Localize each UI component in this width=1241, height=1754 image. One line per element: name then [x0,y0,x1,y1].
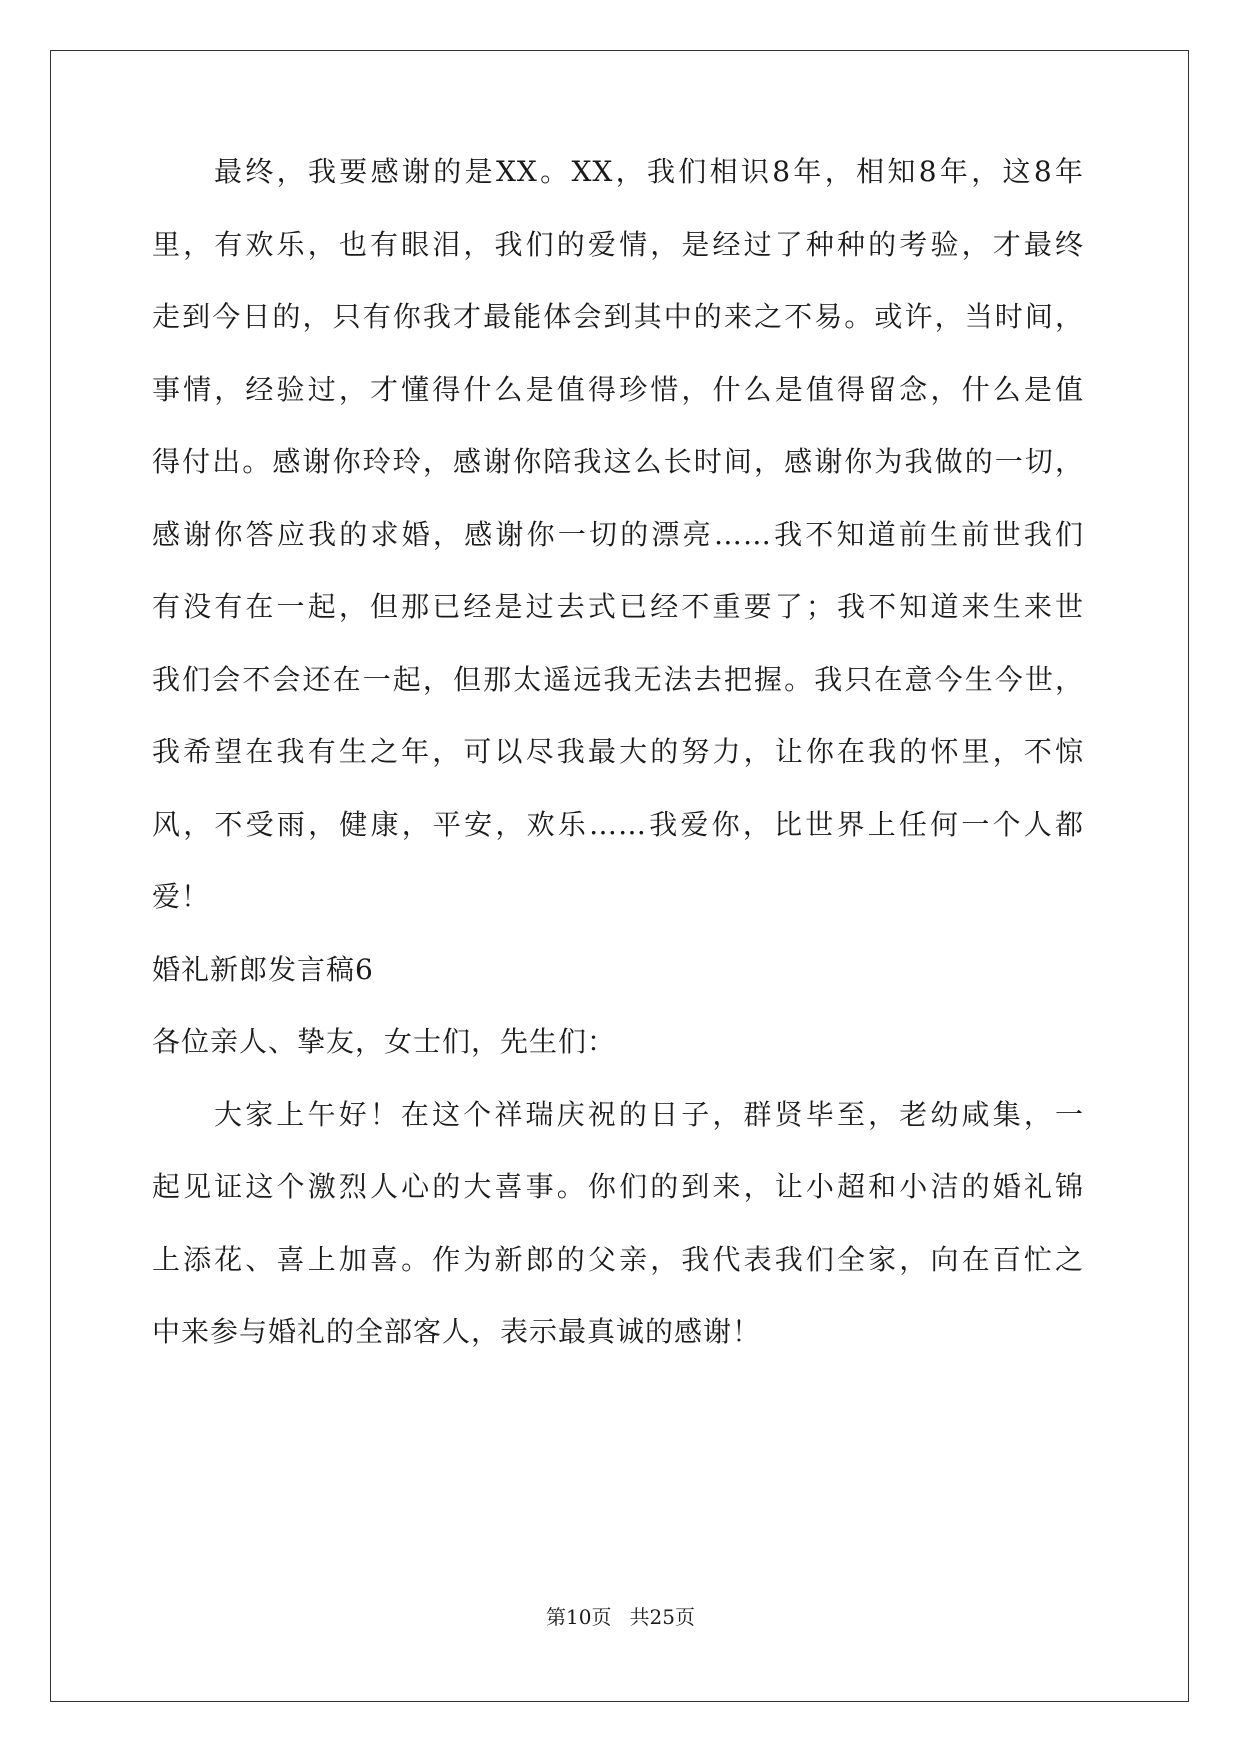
paragraph-1-line: 最终，我要感谢的是XX。XX，我们相识8年，相知8年，这8年 [214,155,1084,188]
salutation: 各位亲人、挚友，女士们，先生们： [152,1025,617,1058]
paragraph-2-line: 起见证这个激烈人心的大喜事。你们的到来，让小超和小洁的婚礼锦 [152,1170,1084,1203]
page-total: 共25页 [629,1605,695,1629]
paragraph-1-line: 爱！ [152,880,211,913]
paragraph-1-line: 得付出。感谢你玲玲，感谢你陪我这么长时间，感谢你为我做的一切， [152,445,1084,478]
paragraph-1-line: 有没有在一起，但那已经是过去式已经不重要了；我不知道来生来世 [152,590,1084,623]
paragraph-1-line: 我们会不会还在一起，但那太遥远我无法去把握。我只在意今生今世， [152,663,1084,696]
page-number: 第10页 [546,1605,612,1629]
paragraph-1-line: 里，有欢乐，也有眼泪，我们的爱情，是经过了种种的考验，才最终 [152,228,1084,261]
paragraph-2-line: 中来参与婚礼的全部客人，表示最真诚的感谢！ [152,1315,762,1348]
page-footer [0,1604,1241,1630]
paragraph-1-line: 风，不受雨，健康，平安，欢乐……我爱你，比世界上任何一个人都 [152,808,1084,841]
paragraph-2-line: 上添花、喜上加喜。作为新郎的父亲，我代表我们全家，向在百忙之 [152,1243,1084,1276]
paragraph-1-line: 我希望在我有生之年，可以尽我最大的努力，让你在我的怀里，不惊 [152,735,1084,768]
paragraph-1-line: 事情，经验过，才懂得什么是值得珍惜，什么是值得留念，什么是值 [152,373,1084,406]
section-title: 婚礼新郎发言稿6 [152,953,374,986]
paragraph-1-line: 感谢你答应我的求婚，感谢你一切的漂亮……我不知道前生前世我们 [152,518,1084,551]
paragraph-1-line: 走到今日的，只有你我才最能体会到其中的来之不易。或许，当时间， [152,300,1084,333]
paragraph-2-line: 大家上午好！在这个祥瑞庆祝的日子，群贤毕至，老幼咸集，一 [214,1098,1084,1131]
